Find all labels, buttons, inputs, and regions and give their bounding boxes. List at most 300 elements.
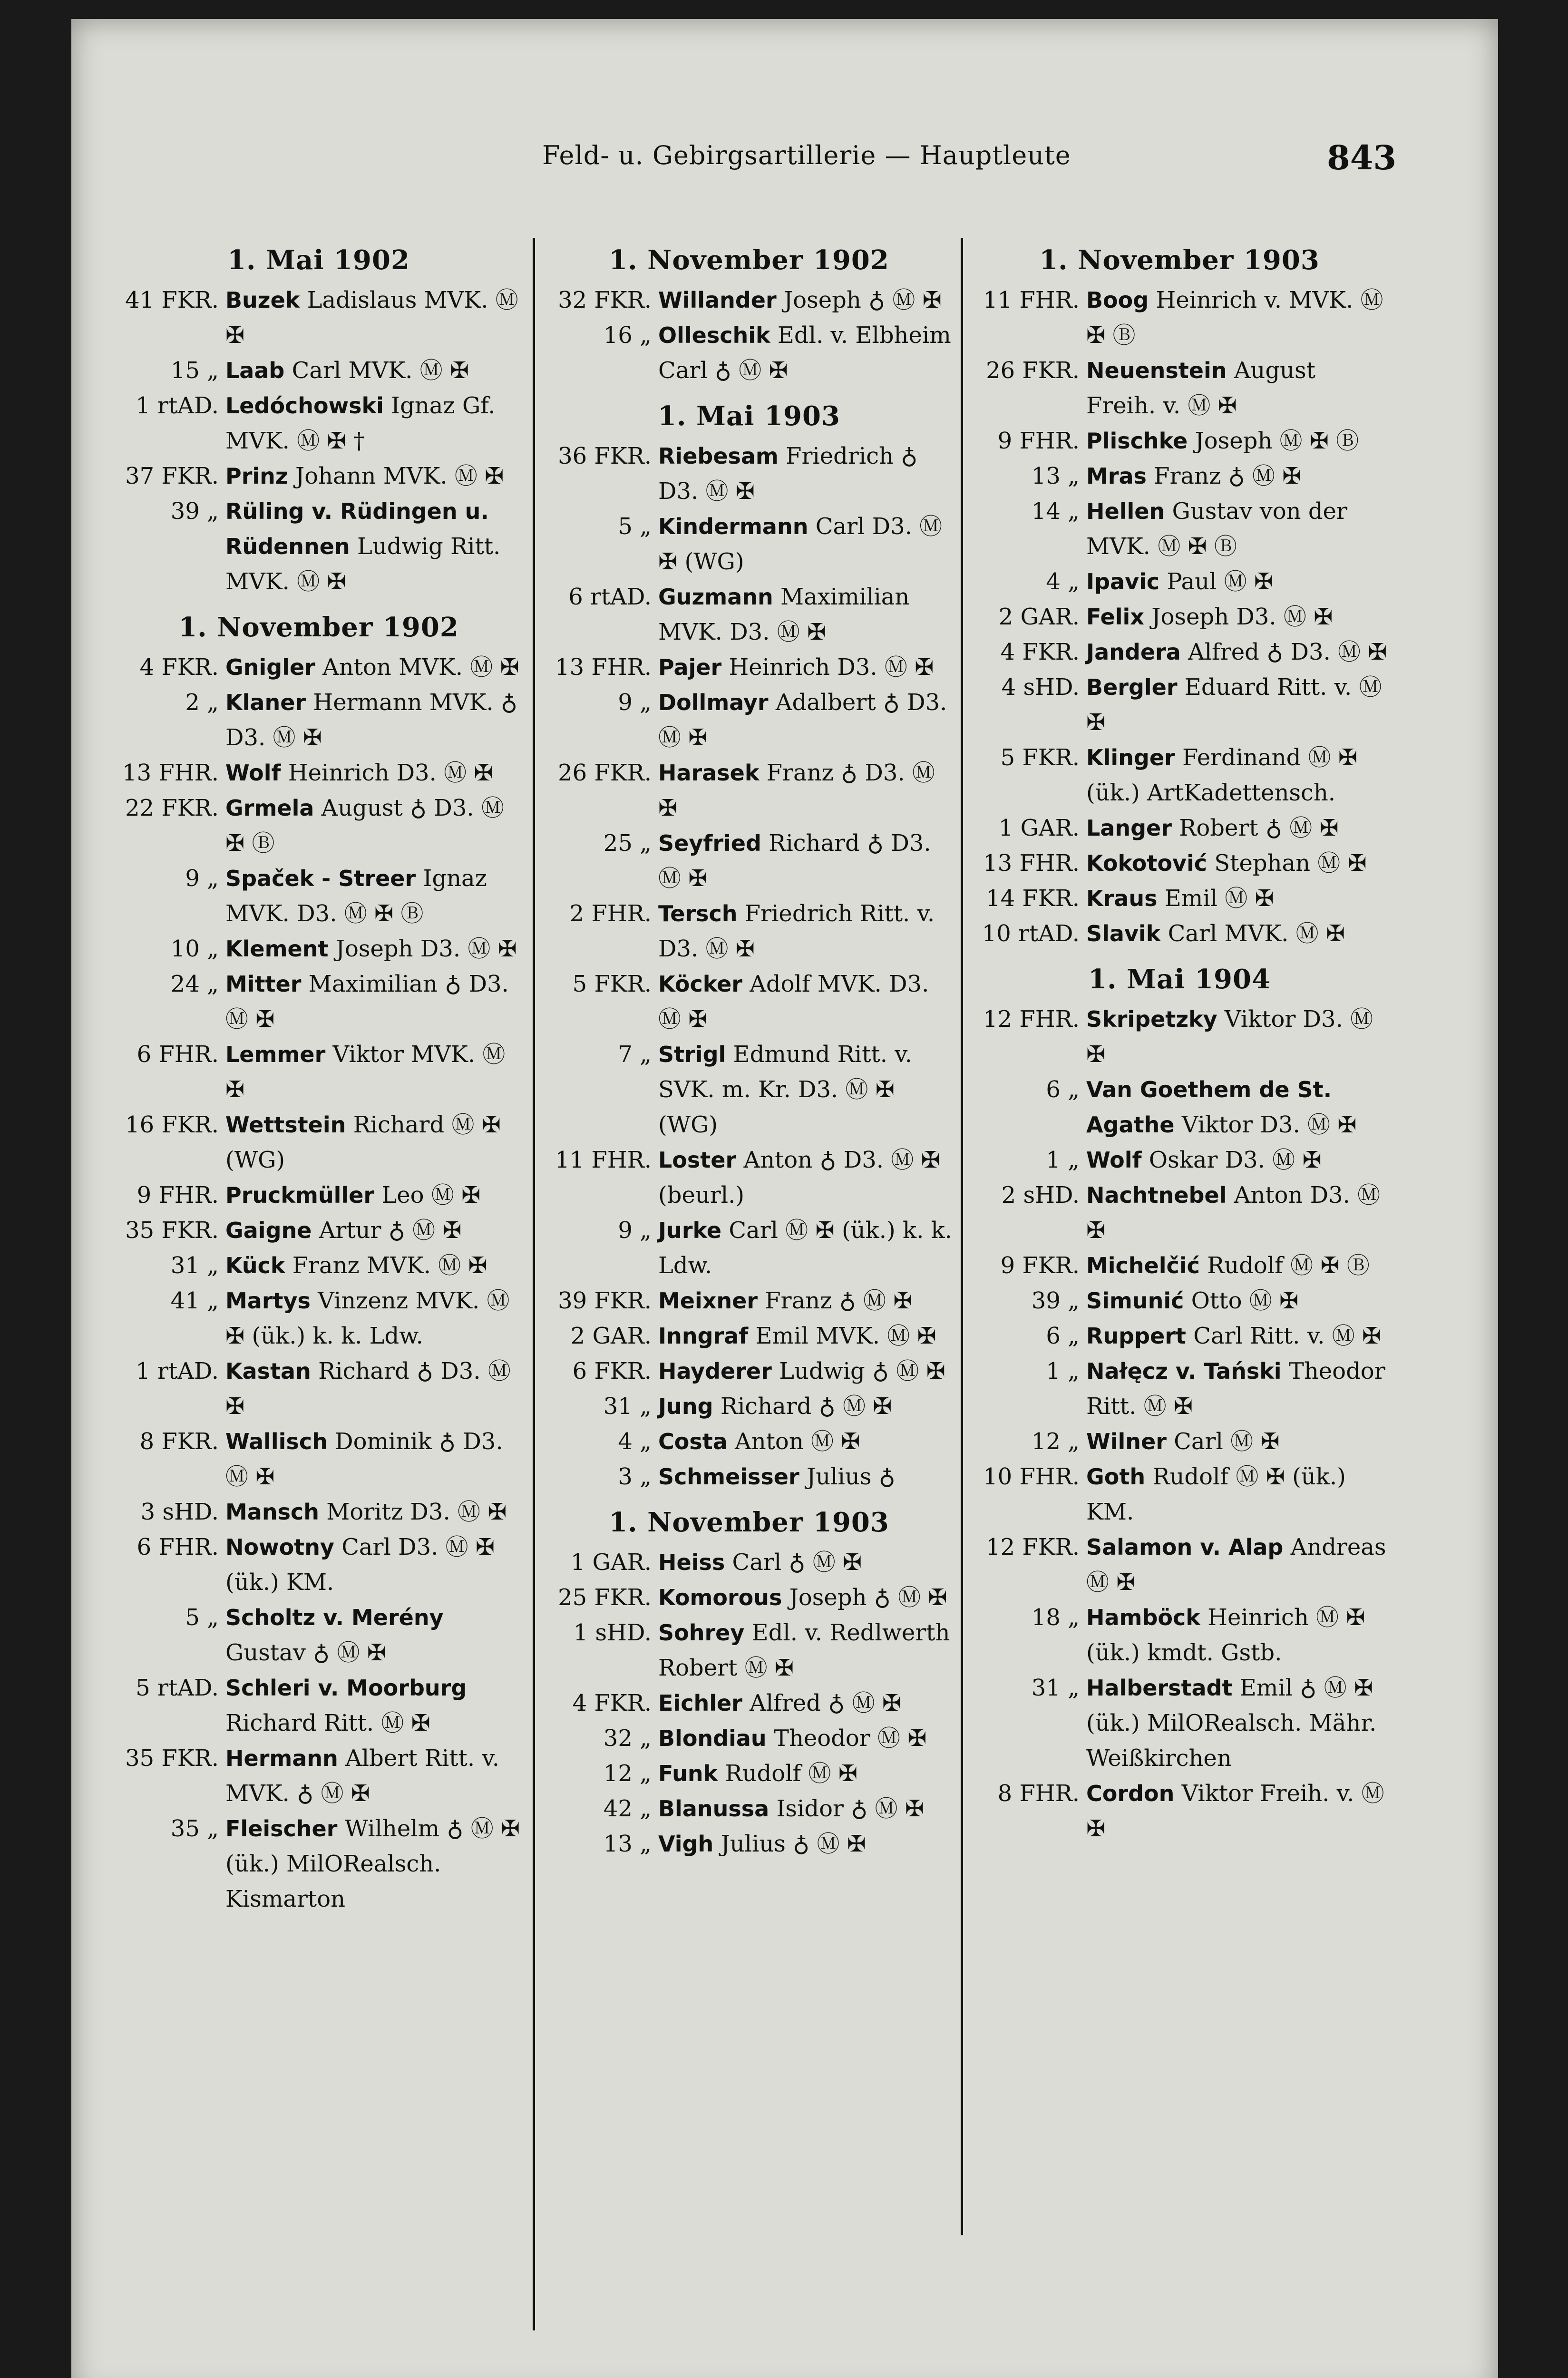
entry-surname: Seyfried	[658, 830, 761, 856]
entry-rank: 39 „	[1031, 1287, 1080, 1314]
entry-surname: Jandera	[1086, 639, 1181, 665]
entry-surname: Gaigne	[225, 1218, 312, 1243]
officer-entry	[542, 1826, 956, 1861]
officer-entry	[542, 509, 956, 579]
officer-entry	[109, 861, 528, 931]
entry-text	[658, 896, 956, 966]
entry-text	[225, 1494, 528, 1530]
officer-entry	[542, 685, 956, 755]
entry-surname: Klaner	[225, 690, 306, 715]
entry-surname: Mras	[1086, 463, 1147, 489]
entry-surname: Slavik	[1086, 921, 1161, 946]
entry-rank: 13 FHR.	[555, 654, 652, 681]
officer-entry	[542, 1283, 956, 1318]
entry-rank: 25 „	[603, 830, 652, 857]
officer-entry	[109, 685, 528, 755]
entry-details: Carl D3. Ⓜ ✠ (WG)	[658, 513, 943, 575]
entry-text	[225, 1248, 528, 1283]
entry-surname: Spaček - Streer	[225, 866, 416, 891]
entry-details: Albert Ritt. v. MVK. ♁ Ⓜ ✠	[225, 1745, 500, 1807]
entry-text	[658, 650, 956, 685]
entry-text	[658, 1142, 956, 1213]
entry-details: Carl ♁ Ⓜ ✠	[732, 1549, 862, 1576]
entry-text	[658, 1213, 956, 1283]
entry-rank: 12 „	[603, 1760, 652, 1787]
entry-surname: Heiss	[658, 1550, 725, 1575]
entry-rank: 4 „	[1046, 568, 1080, 595]
entry-text	[225, 283, 528, 353]
entry-details: Emil MVK. Ⓜ ✠	[755, 1323, 936, 1349]
officer-entry	[542, 826, 956, 896]
officer-entry	[109, 458, 528, 494]
entry-surname: Hamböck	[1086, 1605, 1200, 1630]
officer-entry	[109, 650, 528, 685]
officer-entry	[970, 423, 1389, 458]
entry-rank: 1 „	[1046, 1147, 1080, 1173]
entry-rank: 25 FKR.	[558, 1584, 652, 1611]
entry-rank: 5 FKR.	[1000, 744, 1080, 771]
entry-surname: Mansch	[225, 1499, 319, 1525]
entry-details: Ludwig ♁ Ⓜ ✠	[779, 1358, 945, 1384]
entry-surname: Halberstadt	[1086, 1675, 1233, 1701]
entry-surname: Buzek	[225, 287, 300, 313]
entry-details: Rudolf Ⓜ ✠ Ⓑ	[1207, 1252, 1370, 1279]
entry-text	[658, 1580, 956, 1615]
officer-entry	[109, 931, 528, 966]
entry-details: Theodor Ⓜ ✠	[773, 1725, 927, 1752]
officer-entry	[109, 494, 528, 599]
entry-text	[225, 966, 528, 1037]
entry-text	[225, 861, 528, 931]
officer-entry	[970, 1459, 1389, 1530]
officer-entry	[970, 1072, 1389, 1142]
officer-entry	[542, 1791, 956, 1826]
entry-rank: 32 „	[603, 1725, 652, 1752]
entry-text	[225, 1283, 528, 1354]
entry-rank: 4 sHD.	[1001, 674, 1080, 701]
officer-entry	[542, 1389, 956, 1424]
entry-surname: Loster	[658, 1147, 737, 1173]
entry-rank: 9 „	[185, 865, 219, 892]
entry-text	[225, 1811, 528, 1917]
officer-entry	[970, 1318, 1389, 1354]
officer-entry	[970, 1776, 1389, 1846]
entry-text	[1086, 494, 1389, 564]
officer-entry	[542, 1142, 956, 1213]
entry-rank: 2 GAR.	[570, 1323, 652, 1349]
entry-details: Edl. v. Redlwerth Robert Ⓜ ✠	[658, 1619, 950, 1681]
entry-rank: 11 FHR.	[555, 1147, 652, 1173]
entry-surname: Ruppert	[1086, 1323, 1186, 1349]
entry-text	[658, 1721, 956, 1756]
officer-entry	[109, 353, 528, 388]
officer-entry	[970, 1002, 1389, 1072]
entry-rank: 35 FKR.	[125, 1217, 219, 1244]
officer-entry	[109, 388, 528, 458]
entry-details: Emil ♁ Ⓜ ✠ (ük.) MilORealsch. Mähr. Weißkirchen	[1086, 1675, 1377, 1772]
entry-text	[1086, 1178, 1389, 1248]
entry-details: Artur ♁ Ⓜ ✠	[319, 1217, 462, 1244]
entry-details: Richard ♁ D3. Ⓜ ✠	[658, 830, 931, 892]
date-heading: 1. November 1902	[178, 612, 459, 643]
entry-text	[658, 1037, 956, 1142]
entry-text	[1086, 283, 1389, 353]
officer-entry	[970, 1178, 1389, 1248]
entry-text	[225, 494, 528, 599]
entry-details: Anton D3. Ⓜ ✠	[1086, 1182, 1381, 1244]
officer-entry	[109, 790, 528, 861]
entry-details: Maximilian ♁ D3. Ⓜ ✠	[225, 971, 509, 1033]
entry-details: Adolf MVK. D3. Ⓜ ✠	[658, 971, 929, 1033]
entry-text	[1086, 1002, 1389, 1072]
entry-rank: 7 „	[618, 1041, 652, 1068]
entry-surname: Vigh	[658, 1831, 714, 1857]
entry-surname: Willander	[658, 287, 777, 313]
entry-details: Friedrich ♁ D3. Ⓜ ✠	[658, 443, 918, 505]
page	[71, 19, 1498, 2378]
entry-text	[1086, 740, 1389, 810]
officer-entry	[109, 1107, 528, 1178]
entry-text	[658, 1459, 956, 1494]
entry-details: Andreas Ⓜ ✠	[1086, 1534, 1386, 1596]
entry-rank: 13 FHR.	[122, 760, 219, 786]
entry-details: Franz ♁ Ⓜ ✠	[765, 1287, 913, 1314]
entry-text	[225, 458, 528, 494]
date-heading: 1. Mai 1904	[1088, 964, 1271, 995]
entry-text	[225, 790, 528, 861]
officer-entry	[970, 1424, 1389, 1459]
entry-details: Gustav von der MVK. Ⓜ ✠ Ⓑ	[1086, 498, 1347, 560]
entry-details: Viktor D3. Ⓜ ✠	[1181, 1111, 1357, 1138]
entry-surname: Nałęcz v. Tański	[1086, 1358, 1282, 1384]
officer-entry	[542, 896, 956, 966]
entry-details: Joseph Ⓜ ✠ Ⓑ	[1195, 428, 1359, 454]
entry-details: Franz ♁ Ⓜ ✠	[1154, 463, 1302, 489]
entry-text	[225, 685, 528, 755]
entry-text	[1086, 1354, 1389, 1424]
entry-details: Heinrich D3. Ⓜ ✠	[729, 654, 934, 681]
entry-surname: Rüling v. Rüdingen u. Rüdennen	[225, 498, 489, 559]
entry-text	[1086, 1142, 1389, 1178]
officer-entry	[542, 1615, 956, 1686]
officer-entry	[970, 564, 1389, 599]
entry-details: Leo Ⓜ ✠	[381, 1182, 481, 1208]
officer-entry	[109, 1213, 528, 1248]
entry-details: Friedrich Ritt. v. D3. Ⓜ ✠	[658, 900, 935, 962]
entry-text	[225, 1670, 528, 1741]
entry-details: Franz MVK. Ⓜ ✠	[292, 1252, 487, 1279]
entry-surname: Salamon v. Alap	[1086, 1534, 1284, 1560]
entry-text	[225, 353, 528, 388]
entry-rank: 13 „	[1031, 463, 1080, 489]
entry-details: Moritz D3. Ⓜ ✠	[326, 1499, 507, 1525]
entry-surname: Van Goethem de St. Agathe	[1086, 1077, 1332, 1138]
entry-details: Adalbert ♁ D3. Ⓜ ✠	[658, 689, 947, 751]
entry-surname: Wallisch	[225, 1429, 328, 1454]
officer-entry	[109, 1600, 528, 1670]
entry-text	[1086, 1072, 1389, 1142]
entry-text	[658, 1545, 956, 1580]
officer-entry	[109, 1424, 528, 1494]
entry-surname: Fleischer	[225, 1816, 338, 1842]
officer-entry	[970, 1283, 1389, 1318]
entry-text	[225, 388, 528, 458]
entry-rank: 12 FKR.	[986, 1534, 1080, 1560]
entry-surname: Schleri v. Moorburg	[225, 1675, 467, 1701]
entry-rank: 4 FKR.	[139, 654, 219, 681]
officer-entry	[970, 494, 1389, 564]
entry-rank: 32 FKR.	[558, 287, 652, 313]
entry-details: Heinrich Ⓜ ✠ (ük.) kmdt. Gstb.	[1086, 1604, 1365, 1666]
entry-rank: 6 „	[1046, 1323, 1080, 1349]
entry-surname: Langer	[1086, 815, 1172, 841]
entry-surname: Eichler	[658, 1690, 742, 1716]
officer-entry	[109, 1811, 528, 1917]
entry-text	[1086, 881, 1389, 916]
entry-text	[658, 1354, 956, 1389]
entry-surname: Laab	[225, 358, 285, 383]
entry-surname: Boog	[1086, 287, 1149, 313]
entry-rank: 5 rtAD.	[136, 1675, 219, 1701]
entry-surname: Kastan	[225, 1358, 311, 1384]
entry-surname: Jung	[658, 1394, 713, 1419]
officer-entry	[109, 1354, 528, 1424]
entry-rank: 35 FKR.	[125, 1745, 219, 1772]
entry-text	[1086, 1318, 1389, 1354]
entry-rank: 8 FHR.	[997, 1780, 1080, 1807]
entry-rank: 4 FKR.	[572, 1690, 652, 1716]
entry-rank: 11 FHR.	[983, 287, 1080, 313]
entry-text	[1086, 599, 1389, 634]
entry-surname: Nachtnebel	[1086, 1182, 1227, 1208]
date-heading: 1. Mai 1903	[658, 400, 840, 432]
entry-details: Isidor ♁ Ⓜ ✠	[776, 1795, 925, 1822]
officer-entry	[109, 283, 528, 353]
entry-details: Stephan Ⓜ ✠	[1214, 850, 1367, 877]
entry-text	[1086, 810, 1389, 846]
date-heading: 1. November 1903	[1039, 244, 1320, 276]
officer-entry	[970, 1142, 1389, 1178]
entry-text	[225, 1178, 528, 1213]
entry-details: Paul Ⓜ ✠	[1167, 568, 1274, 595]
entry-text	[225, 650, 528, 685]
officer-entry	[542, 1721, 956, 1756]
entry-details: Dominik ♁ D3. Ⓜ ✠	[225, 1428, 503, 1490]
entry-rank: 5 „	[185, 1604, 219, 1631]
entry-details: Vinzenz MVK. Ⓜ ✠ (ük.) k. k. Ldw.	[225, 1287, 510, 1349]
entry-details: Viktor D3. Ⓜ ✠	[1086, 1006, 1373, 1068]
officer-entry	[970, 1354, 1389, 1424]
entry-surname: Michelčić	[1086, 1253, 1200, 1278]
entry-text	[1086, 423, 1389, 458]
entry-details: Richard ♁ Ⓜ ✠	[720, 1393, 892, 1420]
entry-details: Anton ♁ D3. Ⓜ ✠ (beurl.)	[658, 1147, 940, 1208]
entry-surname: Plischke	[1086, 428, 1188, 454]
column-rule-2	[961, 238, 963, 2235]
entry-surname: Kraus	[1086, 886, 1158, 911]
entry-surname: Ledóchowski	[225, 393, 384, 419]
officer-entry	[109, 1283, 528, 1354]
entry-surname: Harasek	[658, 760, 760, 786]
entry-surname: Klement	[225, 936, 329, 962]
officer-entry	[542, 1037, 956, 1142]
entry-rank: 36 FKR.	[558, 443, 652, 469]
entry-surname: Bergler	[1086, 674, 1178, 700]
entry-surname: Lemmer	[225, 1042, 326, 1067]
entry-surname: Olleschik	[658, 322, 770, 348]
entry-text	[658, 1615, 956, 1686]
entry-rank: 10 FHR.	[983, 1463, 1080, 1490]
officer-entry	[970, 634, 1389, 670]
entry-details: Joseph D3. Ⓜ ✠	[335, 936, 517, 962]
entry-rank: 14 FKR.	[986, 885, 1080, 912]
entry-rank: 8 FKR.	[139, 1428, 219, 1455]
entry-details: Alfred ♁ Ⓜ ✠	[750, 1690, 902, 1716]
officer-entry	[970, 881, 1389, 916]
entry-rank: 39 „	[170, 498, 219, 525]
entry-text	[225, 1530, 528, 1600]
officer-entry	[970, 1248, 1389, 1283]
entry-details: Julius ♁	[806, 1463, 896, 1490]
entry-surname: Goth	[1086, 1464, 1146, 1490]
entry-surname: Klinger	[1086, 745, 1175, 770]
officer-entry	[542, 1318, 956, 1354]
officer-entry	[542, 1756, 956, 1791]
entry-surname: Pajer	[658, 654, 722, 680]
column-1	[109, 243, 528, 1917]
entry-text	[658, 1826, 956, 1861]
entry-rank: 31 „	[170, 1252, 219, 1279]
entry-rank: 9 FHR.	[136, 1182, 219, 1208]
entry-details: Anton Ⓜ ✠	[735, 1428, 860, 1455]
entry-rank: 16 FKR.	[125, 1111, 219, 1138]
entry-details: Anton MVK. Ⓜ ✠	[322, 654, 519, 681]
entry-details: Joseph ♁ Ⓜ ✠	[789, 1584, 947, 1611]
entry-surname: Wettstein	[225, 1112, 346, 1138]
entry-details: Carl Ritt. v. Ⓜ ✠	[1193, 1323, 1382, 1349]
entry-surname: Ipavic	[1086, 569, 1160, 594]
entry-rank: 10 rtAD.	[982, 920, 1080, 947]
entry-details: Carl MVK. Ⓜ ✠	[292, 357, 469, 384]
entry-text	[225, 755, 528, 790]
entry-surname: Costa	[658, 1429, 728, 1454]
officer-entry	[542, 650, 956, 685]
entry-rank: 22 FKR.	[125, 795, 219, 821]
entry-text	[658, 1756, 956, 1791]
officer-entry	[970, 846, 1389, 881]
entry-text	[658, 509, 956, 579]
officer-entry	[542, 1580, 956, 1615]
entry-rank: 6 FHR.	[136, 1534, 219, 1560]
entry-rank: 2 sHD.	[1001, 1182, 1080, 1208]
entry-text	[1086, 1670, 1389, 1776]
entry-rank: 18 „	[1031, 1604, 1080, 1631]
entry-rank: 42 „	[603, 1795, 652, 1822]
officer-entry	[109, 1178, 528, 1213]
entry-details: Richard Ⓜ ✠ (WG)	[225, 1111, 501, 1173]
entry-surname: Jurke	[658, 1218, 722, 1243]
entry-details: Edmund Ritt. v. SVK. m. Kr. D3. Ⓜ ✠ (WG)	[658, 1041, 912, 1138]
officer-entry	[542, 1213, 956, 1283]
entry-text	[1086, 634, 1389, 670]
entry-details: Heinrich v. MVK. Ⓜ ✠ Ⓑ	[1086, 287, 1383, 349]
officer-entry	[542, 283, 956, 318]
entry-surname: Simunić	[1086, 1288, 1184, 1314]
officer-entry	[542, 755, 956, 826]
entry-text	[225, 1600, 528, 1670]
entry-surname: Tersch	[658, 901, 738, 926]
officer-entry	[109, 1741, 528, 1811]
officer-entry	[542, 1545, 956, 1580]
entry-text	[658, 1686, 956, 1721]
running-head: Feld- u. Gebirgsartillerie — Hauptleute	[542, 140, 1071, 170]
entry-details: Franz ♁ D3. Ⓜ ✠	[658, 760, 935, 821]
entry-text	[658, 579, 956, 650]
entry-rank: 9 FKR.	[1000, 1252, 1080, 1279]
entry-surname: Felix	[1086, 604, 1144, 630]
entry-surname: Meixner	[658, 1288, 758, 1314]
officer-entry	[970, 458, 1389, 494]
entry-details: Robert ♁ Ⓜ ✠	[1179, 815, 1339, 841]
entry-rank: 31 „	[1031, 1675, 1080, 1701]
entry-rank: 2 „	[185, 689, 219, 716]
entry-surname: Skripetzky	[1086, 1006, 1217, 1032]
entry-surname: Nowotny	[225, 1534, 334, 1560]
entry-surname: Wolf	[1086, 1147, 1142, 1173]
entry-details: Joseph D3. Ⓜ ✠	[1151, 604, 1333, 630]
officer-entry	[542, 318, 956, 388]
entry-surname: Gnigler	[225, 654, 315, 680]
entry-rank: 31 „	[603, 1393, 652, 1420]
entry-surname: Kück	[225, 1253, 285, 1278]
entry-surname: Funk	[658, 1761, 718, 1786]
entry-rank: 1 GAR.	[570, 1549, 652, 1576]
entry-text	[658, 1283, 956, 1318]
entry-details: Joseph ♁ Ⓜ ✠	[783, 287, 942, 313]
entry-details: Wilhelm ♁ Ⓜ ✠ (ük.) MilORealsch. Kismarton	[225, 1815, 520, 1912]
officer-entry	[109, 755, 528, 790]
entry-details: Gustav ♁ Ⓜ ✠	[225, 1639, 386, 1666]
officer-entry	[542, 579, 956, 650]
entry-rank: 2 GAR.	[998, 604, 1080, 630]
officer-entry	[970, 740, 1389, 810]
entry-text	[1086, 1776, 1389, 1846]
officer-entry	[970, 283, 1389, 353]
officer-entry	[970, 916, 1389, 951]
entry-details: Maximilian MVK. D3. Ⓜ ✠	[658, 584, 910, 645]
entry-rank: 39 FKR.	[558, 1287, 652, 1314]
entry-surname: Scholtz v. Merény	[225, 1605, 444, 1630]
entry-details: Ferdinand Ⓜ ✠ (ük.) ArtKadettensch.	[1086, 744, 1358, 806]
entry-rank: 15 „	[170, 357, 219, 384]
entry-rank: 5 FKR.	[572, 971, 652, 997]
entry-rank: 10 „	[170, 936, 219, 962]
entry-rank: 26 FKR.	[986, 357, 1080, 384]
entry-text	[1086, 564, 1389, 599]
column-2	[542, 243, 956, 1861]
entry-details: Eduard Ritt. v. Ⓜ ✠	[1086, 674, 1382, 736]
entry-rank: 9 „	[618, 689, 652, 716]
entry-text	[658, 826, 956, 896]
entry-text	[225, 1107, 528, 1178]
entry-surname: Hermann	[225, 1745, 338, 1771]
officer-entry	[970, 353, 1389, 423]
entry-rank: 1 GAR.	[998, 815, 1080, 841]
entry-details: Hermann MVK. ♁ D3. Ⓜ ✠	[225, 689, 518, 751]
entry-rank: 41 „	[170, 1287, 219, 1314]
officer-entry	[109, 1530, 528, 1600]
entry-details: Otto Ⓜ ✠	[1191, 1287, 1299, 1314]
